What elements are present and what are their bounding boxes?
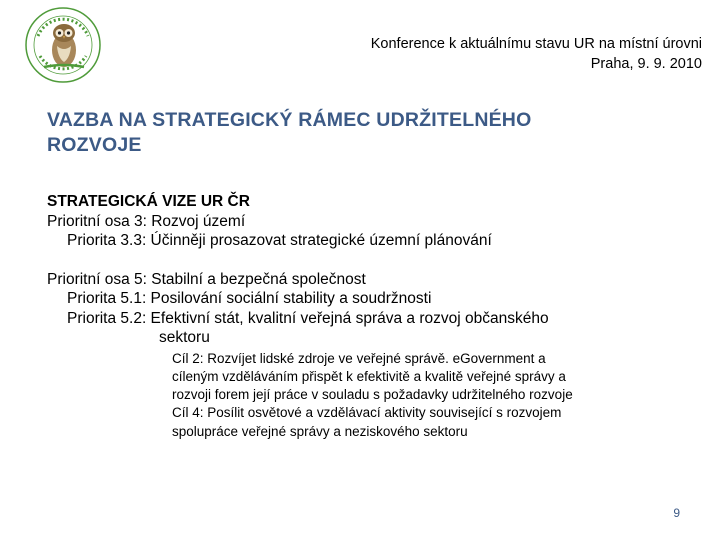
slide-body: [47, 192, 687, 441]
priority-5-2: Priorita 5.2: Efektivní stát, kvalitní veřejná správa a rozvoj občanského: [67, 309, 549, 327]
slide-title: [47, 108, 687, 158]
priority-axis-5: Prioritní osa 5: Stabilní a bezpečná společnost: [47, 270, 366, 288]
owl-logo-icon: [24, 6, 102, 84]
conference-date: Praha, 9. 9. 2010: [590, 56, 702, 72]
goal-2-line3: rozvoji forem její práce v souladu s požadavky udržitelného rozvoje: [172, 387, 573, 403]
goals-list: [47, 350, 687, 441]
priority-axis-3: Prioritní osa 3: Rozvoj území: [47, 212, 246, 230]
goal-2-line1: Cíl 2: Rozvíjet lidské zdroje ve veřejné správě. eGovernment a: [172, 350, 546, 366]
slide-title-line1: VAZBA NA STRATEGICKÝ RÁMEC UDRŽITELNÉHO: [47, 109, 532, 131]
slide-title-line2: ROZVOJE: [47, 134, 142, 156]
priority-3-3: Priorita 3.3: Účinněji prosazovat strategické územní plánování: [67, 232, 492, 249]
conference-title: Konference k aktuálnímu stavu UR na místní úrovni: [370, 36, 702, 52]
priority-5-1: Priorita 5.1: Posilování sociální stability a soudržnosti: [67, 290, 432, 307]
conference-header: [371, 34, 702, 74]
goal-2-line2: cíleným vzděláváním přispět k efektivitě a kvalitě veřejné správy a: [172, 368, 566, 384]
page-number: 9: [673, 506, 680, 520]
priority-5-2-continued: sektoru: [159, 329, 210, 346]
goal-4-line1: Cíl 4: Posílit osvětové a vzdělávací aktivity související s rozvojem: [172, 405, 562, 421]
goal-4-line2: spolupráce veřejné správy a neziskového sektoru: [172, 423, 468, 439]
vision-heading: STRATEGICKÁ VIZE UR ČR: [47, 193, 250, 210]
